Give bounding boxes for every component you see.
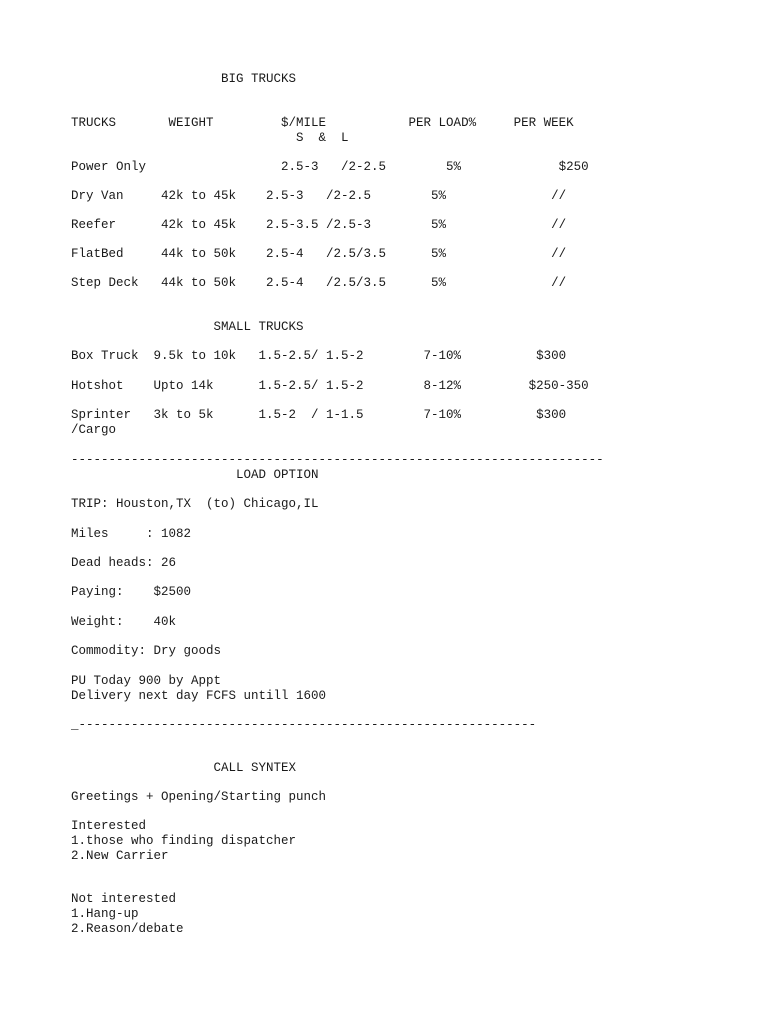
load-option-title: LOAD OPTION	[71, 468, 319, 482]
list-item: 2.Reason/debate	[71, 922, 184, 936]
table-row: Power Only 2.5-3 /2-2.5 5% $250	[71, 160, 589, 174]
list-item: 2.New Carrier	[71, 849, 169, 863]
big-trucks-header: TRUCKS WEIGHT $/MILE PER LOAD% PER WEEK	[71, 116, 574, 130]
table-row: Reefer 42k to 45k 2.5-3.5 /2.5-3 5% //	[71, 218, 567, 232]
commodity-line: Commodity: Dry goods	[71, 644, 222, 658]
weight-line: Weight: 40k	[71, 615, 177, 629]
big-trucks-subheader: S & L	[71, 131, 349, 145]
list-item: 1.those who finding dispatcher	[71, 834, 297, 848]
dead-heads-line: Dead heads: 26	[71, 556, 177, 570]
table-row: Step Deck 44k to 50k 2.5-4 /2.5/3.5 5% //	[71, 276, 567, 290]
table-row: Sprinter 3k to 5k 1.5-2 / 1-1.5 7-10% $300	[71, 408, 567, 422]
table-row: FlatBed 44k to 50k 2.5-4 /2.5/3.5 5% //	[71, 247, 567, 261]
table-row: Dry Van 42k to 45k 2.5-3 /2-2.5 5% //	[71, 189, 567, 203]
trip-line: TRIP: Houston,TX (to) Chicago,IL	[71, 497, 319, 511]
delivery-line: Delivery next day FCFS untill 1600	[71, 689, 327, 703]
not-interested-label: Not interested	[71, 892, 177, 906]
big-trucks-title: BIG TRUCKS	[71, 72, 297, 86]
interested-label: Interested	[71, 819, 147, 833]
paying-line: Paying: $2500	[71, 585, 192, 599]
greetings-line: Greetings + Opening/Starting punch	[71, 790, 327, 804]
pickup-line: PU Today 900 by Appt	[71, 674, 222, 688]
table-row: Box Truck 9.5k to 10k 1.5-2.5/ 1.5-2 7-10% $300	[71, 349, 567, 363]
small-trucks-title: SMALL TRUCKS	[71, 320, 304, 334]
table-row: Hotshot Upto 14k 1.5-2.5/ 1.5-2 8-12% $250-350	[71, 379, 589, 393]
list-item: 1.Hang-up	[71, 907, 139, 921]
separator-line: _-------------------------------------------------------------	[71, 718, 537, 732]
call-syntex-title: CALL SYNTEX	[71, 761, 297, 775]
separator-line: -----------------------------------------------------------------------	[71, 453, 604, 467]
miles-line: Miles : 1082	[71, 527, 192, 541]
table-row-continuation: /Cargo	[71, 423, 117, 437]
document-page	[71, 72, 721, 937]
